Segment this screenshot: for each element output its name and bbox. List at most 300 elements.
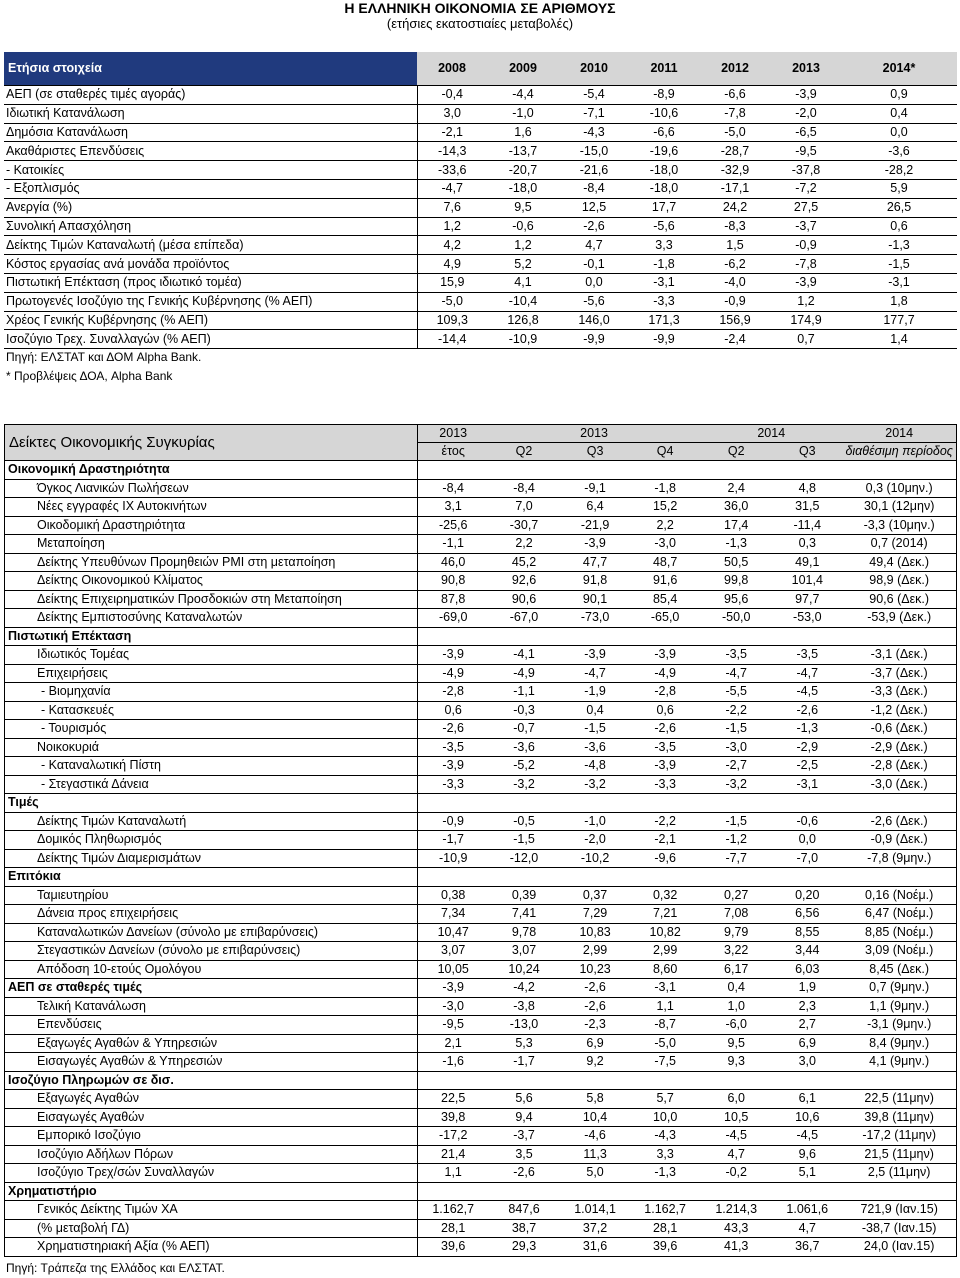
cell-value: -2,6 <box>488 1164 560 1183</box>
table-row <box>4 123 957 142</box>
cell-value: 10,82 <box>630 923 700 942</box>
cell-value: 5,9 <box>841 179 957 198</box>
cell-value: -1,1 <box>488 683 560 702</box>
table-row <box>4 273 957 292</box>
cell-value: -17,1 <box>699 179 771 198</box>
cell-value: 2,2 <box>630 516 700 535</box>
cell-value: 0,0 <box>841 123 957 142</box>
cell-value: 97,7 <box>772 590 842 609</box>
cell-value: -4,5 <box>772 683 842 702</box>
row-label: Δείκτης Υπευθύνων Προμηθειών PMI στη μεταποίηση <box>5 553 418 572</box>
cell-value: -3,7 <box>488 1127 560 1146</box>
table-row <box>5 1016 957 1035</box>
cell-value: 90,8 <box>418 572 488 591</box>
cell-value: 10,0 <box>630 1108 700 1127</box>
cell-value: 6,17 <box>700 960 772 979</box>
row-label: Δομικός Πληθωρισμός <box>5 831 418 850</box>
cell-value: 3,07 <box>488 942 560 961</box>
latest-period-value: -3,1 (Δεκ.) <box>842 646 956 665</box>
row-label: Χρέος Γενικής Κυβέρνησης (% ΑΕΠ) <box>4 311 417 330</box>
table-row <box>5 1090 957 1109</box>
latest-period-value: -0,6 (Δεκ.) <box>842 720 956 739</box>
cell-value: -0,5 <box>488 812 560 831</box>
cell-value: -1,7 <box>488 1053 560 1072</box>
cell-value: -3,5 <box>630 738 700 757</box>
cell-value: -3,9 <box>630 757 700 776</box>
cell-value: 10,4 <box>560 1108 630 1127</box>
cell-value: -12,0 <box>488 849 560 868</box>
cell-value: 39,6 <box>418 1238 488 1257</box>
annual-data-table <box>4 52 957 349</box>
cell-value: -0,9 <box>699 292 771 311</box>
cell-value: 36,0 <box>700 498 772 517</box>
row-label: Ισοζύγιο Τρεχ. Συναλλαγών (% ΑΕΠ) <box>4 330 417 349</box>
cell-value: 3,5 <box>488 1145 560 1164</box>
year-header: 2013 <box>771 52 841 86</box>
header-period: διαθέσιμη περίοδος <box>842 443 956 461</box>
cell-value: -4,9 <box>418 664 488 683</box>
latest-period-value: -38,7 (Ιαν.15) <box>842 1219 956 1238</box>
cell-value: -3,9 <box>630 646 700 665</box>
table-row <box>5 905 957 924</box>
cell-value: -1,8 <box>629 255 699 274</box>
cell-value: 90,6 <box>488 590 560 609</box>
section-row <box>5 1182 957 1201</box>
cell-value: -1,1 <box>418 535 488 554</box>
cell-value: 7,41 <box>488 905 560 924</box>
row-label: Εισαγωγές Αγαθών & Υπηρεσιών <box>5 1053 418 1072</box>
row-label: Δείκτης Τιμών Διαμερισμάτων <box>5 849 418 868</box>
row-label: (% μεταβολή ΓΔ) <box>5 1219 418 1238</box>
cell-value: 9,79 <box>700 923 772 942</box>
latest-period-value: -7,8 (9μην.) <box>842 849 956 868</box>
cell-value: -5,4 <box>559 86 629 105</box>
table-row <box>4 86 957 105</box>
cell-value: 0,3 <box>772 535 842 554</box>
table-row <box>5 1219 957 1238</box>
row-label: Πρωτογενές Ισοζύγιο της Γενικής Κυβέρνησης (% ΑΕΠ) <box>4 292 417 311</box>
row-label: - Καταναλωτική Πίστη <box>5 757 418 776</box>
cell-value: 0,4 <box>700 979 772 998</box>
latest-period-value: -1,2 (Δεκ.) <box>842 701 956 720</box>
cell-value: -6,6 <box>629 123 699 142</box>
latest-period-value: -3,0 (Δεκ.) <box>842 775 956 794</box>
cell-value: 9,78 <box>488 923 560 942</box>
cell-value: 0,32 <box>630 886 700 905</box>
section-label: Τιμές <box>5 794 418 813</box>
table-row <box>4 142 957 161</box>
cell-value: 41,3 <box>700 1238 772 1257</box>
row-label: Κόστος εργασίας ανά μονάδα προϊόντος <box>4 255 417 274</box>
table-row <box>5 849 957 868</box>
cell-value: -14,3 <box>417 142 487 161</box>
cell-value: 177,7 <box>841 311 957 330</box>
latest-period-value: -2,6 (Δεκ.) <box>842 812 956 831</box>
cell-value: 91,6 <box>630 572 700 591</box>
cell-value: 4,8 <box>772 479 842 498</box>
row-label: ΑΕΠ (σε σταθερές τιμές αγοράς) <box>4 86 417 105</box>
cell-value: 99,8 <box>700 572 772 591</box>
cell-value: 6,0 <box>700 1090 772 1109</box>
cell-value: 29,3 <box>488 1238 560 1257</box>
cell-value: 46,0 <box>418 553 488 572</box>
row-label: - Κατασκευές <box>5 701 418 720</box>
cell-value: -11,4 <box>772 516 842 535</box>
cell-value: 1,4 <box>841 330 957 349</box>
row-label: Εξαγωγές Αγαθών <box>5 1090 418 1109</box>
row-label: Δείκτης Επιχειρηματικών Προσδοκιών στη Μεταποίηση <box>5 590 418 609</box>
cell-value: 0,9 <box>841 86 957 105</box>
cell-value: -2,2 <box>630 812 700 831</box>
table-row <box>4 217 957 236</box>
cell-value: -4,5 <box>772 1127 842 1146</box>
cell-value: -18,0 <box>487 179 559 198</box>
row-label: Δείκτης Οικονομικού Κλίματος <box>5 572 418 591</box>
cell-value: -67,0 <box>488 609 560 628</box>
cell-value: 12,5 <box>559 198 629 217</box>
cell-value: 39,6 <box>630 1238 700 1257</box>
latest-period-value: 4,1 (9μην.) <box>842 1053 956 1072</box>
cell-value: -4,2 <box>488 979 560 998</box>
year-header: 2008 <box>417 52 487 86</box>
cell-value: -2,3 <box>560 1016 630 1035</box>
table-row <box>5 609 957 628</box>
header-period: Q3 <box>560 443 630 461</box>
cell-value: -4,4 <box>487 86 559 105</box>
row-label: Όγκος Λιανικών Πωλήσεων <box>5 479 418 498</box>
latest-period-value: 0,3 (10μην.) <box>842 479 956 498</box>
section-filler <box>418 794 957 813</box>
cell-value: 0,0 <box>772 831 842 850</box>
latest-period-value: 721,9 (Ιαν.15) <box>842 1201 956 1220</box>
cell-value: 8,55 <box>772 923 842 942</box>
section-filler <box>418 461 957 480</box>
cell-value: -3,5 <box>418 738 488 757</box>
cell-value: -1,6 <box>418 1053 488 1072</box>
cell-value: -0,9 <box>771 236 841 255</box>
row-label: Ταμιευτηρίου <box>5 886 418 905</box>
cell-value: 0,37 <box>560 886 630 905</box>
cell-value: 39,8 <box>418 1108 488 1127</box>
cell-value: 10,6 <box>772 1108 842 1127</box>
cell-value: -2,6 <box>630 720 700 739</box>
table-row <box>5 960 957 979</box>
cell-value: -32,9 <box>699 161 771 180</box>
row-label: Μεταποίηση <box>5 535 418 554</box>
cell-value: 21,4 <box>418 1145 488 1164</box>
cell-value: 17,4 <box>700 516 772 535</box>
table-row <box>5 1053 957 1072</box>
cell-value: 10,05 <box>418 960 488 979</box>
page-title: Η ΕΛΛΗΝΙΚΗ ΟΙΚΟΝΟΜΙΑ ΣΕ ΑΡΙΘΜΟΥΣ <box>344 0 616 16</box>
row-label: Δημόσια Κατανάλωση <box>4 123 417 142</box>
cell-value: -1,5 <box>700 720 772 739</box>
cell-value: -10,4 <box>487 292 559 311</box>
cell-value: 10,23 <box>560 960 630 979</box>
section-label: Χρηματιστήριο <box>5 1182 418 1201</box>
header-period: έτος <box>418 443 488 461</box>
cell-value: -2,0 <box>771 104 841 123</box>
cell-value: -3,6 <box>841 142 957 161</box>
row-label: Επενδύσεις <box>5 1016 418 1035</box>
cell-value: 3,22 <box>700 942 772 961</box>
section-filler <box>418 1182 957 1201</box>
cell-value: 10,5 <box>700 1108 772 1127</box>
latest-period-value: 24,0 (Ιαν.15) <box>842 1238 956 1257</box>
header-period: Q4 <box>630 443 700 461</box>
cell-value: -4,7 <box>772 664 842 683</box>
row-label: Επιχειρήσεις <box>5 664 418 683</box>
cell-value: -3,7 <box>771 217 841 236</box>
cell-value: -50,0 <box>700 609 772 628</box>
cell-value: -3,2 <box>560 775 630 794</box>
cell-value: 9,6 <box>772 1145 842 1164</box>
cell-value: 36,7 <box>772 1238 842 1257</box>
cell-value: 3,44 <box>772 942 842 961</box>
cell-value: -2,7 <box>700 757 772 776</box>
cell-value: -5,6 <box>559 292 629 311</box>
cell-value: -4,3 <box>559 123 629 142</box>
cell-value: 0,6 <box>418 701 488 720</box>
cell-value: -0,2 <box>700 1164 772 1183</box>
section-row <box>5 979 957 998</box>
table-row <box>5 498 957 517</box>
cell-value: 156,9 <box>699 311 771 330</box>
cell-value: -2,8 <box>418 683 488 702</box>
table-row <box>5 553 957 572</box>
header-period: Q3 <box>772 443 842 461</box>
cell-value: 0,4 <box>841 104 957 123</box>
indicators-header-label: Δείκτες Οικονομικής Συγκυρίας <box>5 425 418 461</box>
latest-period-value: -2,8 (Δεκ.) <box>842 757 956 776</box>
cell-value: -2,2 <box>700 701 772 720</box>
cell-value: -9,1 <box>560 479 630 498</box>
cell-value: -5,0 <box>630 1034 700 1053</box>
cell-value: -20,7 <box>487 161 559 180</box>
cell-value: 5,6 <box>488 1090 560 1109</box>
cell-value: -4,3 <box>630 1127 700 1146</box>
header-year: 2013 <box>488 425 700 443</box>
cell-value: -2,6 <box>559 217 629 236</box>
latest-period-value: 30,1 (12μην) <box>842 498 956 517</box>
cell-value: -30,7 <box>488 516 560 535</box>
cell-value: -2,6 <box>772 701 842 720</box>
cell-value: 4,2 <box>417 236 487 255</box>
cell-value: 101,4 <box>772 572 842 591</box>
cell-value: 92,6 <box>488 572 560 591</box>
table-row <box>4 104 957 123</box>
latest-period-value: 8,45 (Δεκ.) <box>842 960 956 979</box>
cell-value: -1,3 <box>630 1164 700 1183</box>
table-row <box>5 535 957 554</box>
section-label: Οικονομική Δραστηριότητα <box>5 461 418 480</box>
cell-value: -4,0 <box>699 273 771 292</box>
cell-value: -7,2 <box>771 179 841 198</box>
table-row <box>5 1108 957 1127</box>
year-header: 2009 <box>487 52 559 86</box>
year-header: 2014* <box>841 52 957 86</box>
cell-value: 0,6 <box>841 217 957 236</box>
cell-value: -0,6 <box>772 812 842 831</box>
cell-value: 90,1 <box>560 590 630 609</box>
cell-value: -2,6 <box>418 720 488 739</box>
annual-footnote: * Προβλέψεις ΔΟΑ, Alpha Bank <box>6 369 173 383</box>
cell-value: -8,3 <box>699 217 771 236</box>
row-label: Εξαγωγές Αγαθών & Υπηρεσιών <box>5 1034 418 1053</box>
cell-value: 5,0 <box>560 1164 630 1183</box>
cell-value: 1,8 <box>841 292 957 311</box>
row-label: Δείκτης Εμπιστοσύνης Καταναλωτών <box>5 609 418 628</box>
row-label: Ακαθάριστες Επενδύσεις <box>4 142 417 161</box>
cell-value: 1,5 <box>699 236 771 255</box>
cell-value: -4,1 <box>488 646 560 665</box>
cell-value: -1,0 <box>560 812 630 831</box>
section-row <box>5 794 957 813</box>
cell-value: -6,0 <box>700 1016 772 1035</box>
cell-value: 10,24 <box>488 960 560 979</box>
table-row <box>5 572 957 591</box>
table-row <box>5 1127 957 1146</box>
cell-value: 10,83 <box>560 923 630 942</box>
cell-value: 9,4 <box>488 1108 560 1127</box>
cell-value: 47,7 <box>560 553 630 572</box>
cell-value: -3,3 <box>629 292 699 311</box>
latest-period-value: 22,5 (11μην) <box>842 1090 956 1109</box>
cell-value: 1.214,3 <box>700 1201 772 1220</box>
latest-period-value: -17,2 (11μην) <box>842 1127 956 1146</box>
cell-value: 27,5 <box>771 198 841 217</box>
table-row <box>5 757 957 776</box>
cell-value: -3,1 <box>841 273 957 292</box>
latest-period-value: -2,9 (Δεκ.) <box>842 738 956 757</box>
cell-value: -0,9 <box>418 812 488 831</box>
cell-value: 15,2 <box>630 498 700 517</box>
latest-period-value: -3,3 (10μην.) <box>842 516 956 535</box>
cell-value: -2,5 <box>772 757 842 776</box>
table-row <box>5 479 957 498</box>
cell-value: -8,4 <box>488 479 560 498</box>
cell-value: 49,1 <box>772 553 842 572</box>
row-label: Στεγαστικών Δανείων (σύνολο με επιβαρύνσεις) <box>5 942 418 961</box>
latest-period-value: 1,1 (9μην.) <box>842 997 956 1016</box>
cell-value: -3,2 <box>488 775 560 794</box>
cell-value: -10,9 <box>487 330 559 349</box>
cell-value: 4,7 <box>559 236 629 255</box>
cell-value: -1,3 <box>841 236 957 255</box>
cell-value: 4,7 <box>700 1145 772 1164</box>
row-label: Τελική Κατανάλωση <box>5 997 418 1016</box>
cell-value: 2,4 <box>700 479 772 498</box>
cell-value: 1,9 <box>772 979 842 998</box>
cell-value: -1,5 <box>700 812 772 831</box>
row-label: Εισαγωγές Αγαθών <box>5 1108 418 1127</box>
cell-value: -3,8 <box>488 997 560 1016</box>
table-row <box>5 942 957 961</box>
cell-value: -8,7 <box>630 1016 700 1035</box>
cell-value: -2,9 <box>772 738 842 757</box>
table-row <box>5 1034 957 1053</box>
cell-value: -53,0 <box>772 609 842 628</box>
cell-value: -17,2 <box>418 1127 488 1146</box>
annual-source-note: Πηγή: ΕΛΣΤΑΤ και ΔΟΜ Alpha Bank. <box>6 350 202 364</box>
cell-value: -65,0 <box>630 609 700 628</box>
cell-value: -18,0 <box>629 161 699 180</box>
cell-value: 6,03 <box>772 960 842 979</box>
table-row <box>4 198 957 217</box>
cell-value: 31,6 <box>560 1238 630 1257</box>
cell-value: 1,2 <box>487 236 559 255</box>
cell-value: -3,1 <box>772 775 842 794</box>
cell-value: -1,3 <box>700 535 772 554</box>
latest-period-value: 0,7 (2014) <box>842 535 956 554</box>
cell-value: -3,1 <box>630 979 700 998</box>
table-row <box>5 516 957 535</box>
cell-value: 1,2 <box>417 217 487 236</box>
cell-value: 146,0 <box>559 311 629 330</box>
cell-value: 0,27 <box>700 886 772 905</box>
cell-value: 0,7 <box>771 330 841 349</box>
cell-value: 1.061,6 <box>772 1201 842 1220</box>
row-label: Ισοζύγιο Τρεχ/σών Συναλλαγών <box>5 1164 418 1183</box>
cell-value: -1,5 <box>560 720 630 739</box>
cell-value: -7,7 <box>700 849 772 868</box>
latest-period-value: -53,9 (Δεκ.) <box>842 609 956 628</box>
cell-value: 1.014,1 <box>560 1201 630 1220</box>
table-row <box>5 1164 957 1183</box>
cell-value: 6,9 <box>560 1034 630 1053</box>
table-row <box>5 664 957 683</box>
cell-value: 24,2 <box>699 198 771 217</box>
cell-value: 0,38 <box>418 886 488 905</box>
cell-value: -9,9 <box>559 330 629 349</box>
row-label: Δάνεια προς επιχειρήσεις <box>5 905 418 924</box>
section-row <box>5 1071 957 1090</box>
cell-value: -1,8 <box>630 479 700 498</box>
year-header: 2012 <box>699 52 771 86</box>
row-label: - Κατοικίες <box>4 161 417 180</box>
cell-value: 1,2 <box>771 292 841 311</box>
cell-value: -3,6 <box>560 738 630 757</box>
table-row <box>4 236 957 255</box>
cell-value: -10,6 <box>629 104 699 123</box>
cell-value: 48,7 <box>630 553 700 572</box>
cell-value: -4,7 <box>417 179 487 198</box>
cell-value: -5,0 <box>417 292 487 311</box>
cell-value: 31,5 <box>772 498 842 517</box>
cell-value: -2,4 <box>699 330 771 349</box>
cell-value: -5,0 <box>699 123 771 142</box>
cell-value: 847,6 <box>488 1201 560 1220</box>
latest-period-value: 2,5 (11μην) <box>842 1164 956 1183</box>
cell-value: -6,6 <box>699 86 771 105</box>
cell-value: 43,3 <box>700 1219 772 1238</box>
cell-value: -69,0 <box>418 609 488 628</box>
cell-value: 87,8 <box>418 590 488 609</box>
annual-header-label: Ετήσια στοιχεία <box>4 52 417 86</box>
latest-period-value: 98,9 (Δεκ.) <box>842 572 956 591</box>
cell-value: 5,2 <box>487 255 559 274</box>
cell-value: -5,5 <box>700 683 772 702</box>
cell-value: -28,2 <box>841 161 957 180</box>
cell-value: 4,1 <box>487 273 559 292</box>
latest-period-value: 8,85 (Νοέμ.) <box>842 923 956 942</box>
table-row <box>5 812 957 831</box>
section-filler <box>418 1071 957 1090</box>
latest-period-value: -3,7 (Δεκ.) <box>842 664 956 683</box>
cell-value: 1.162,7 <box>418 1201 488 1220</box>
cell-value: -21,6 <box>559 161 629 180</box>
row-label: Νοικοκυριά <box>5 738 418 757</box>
